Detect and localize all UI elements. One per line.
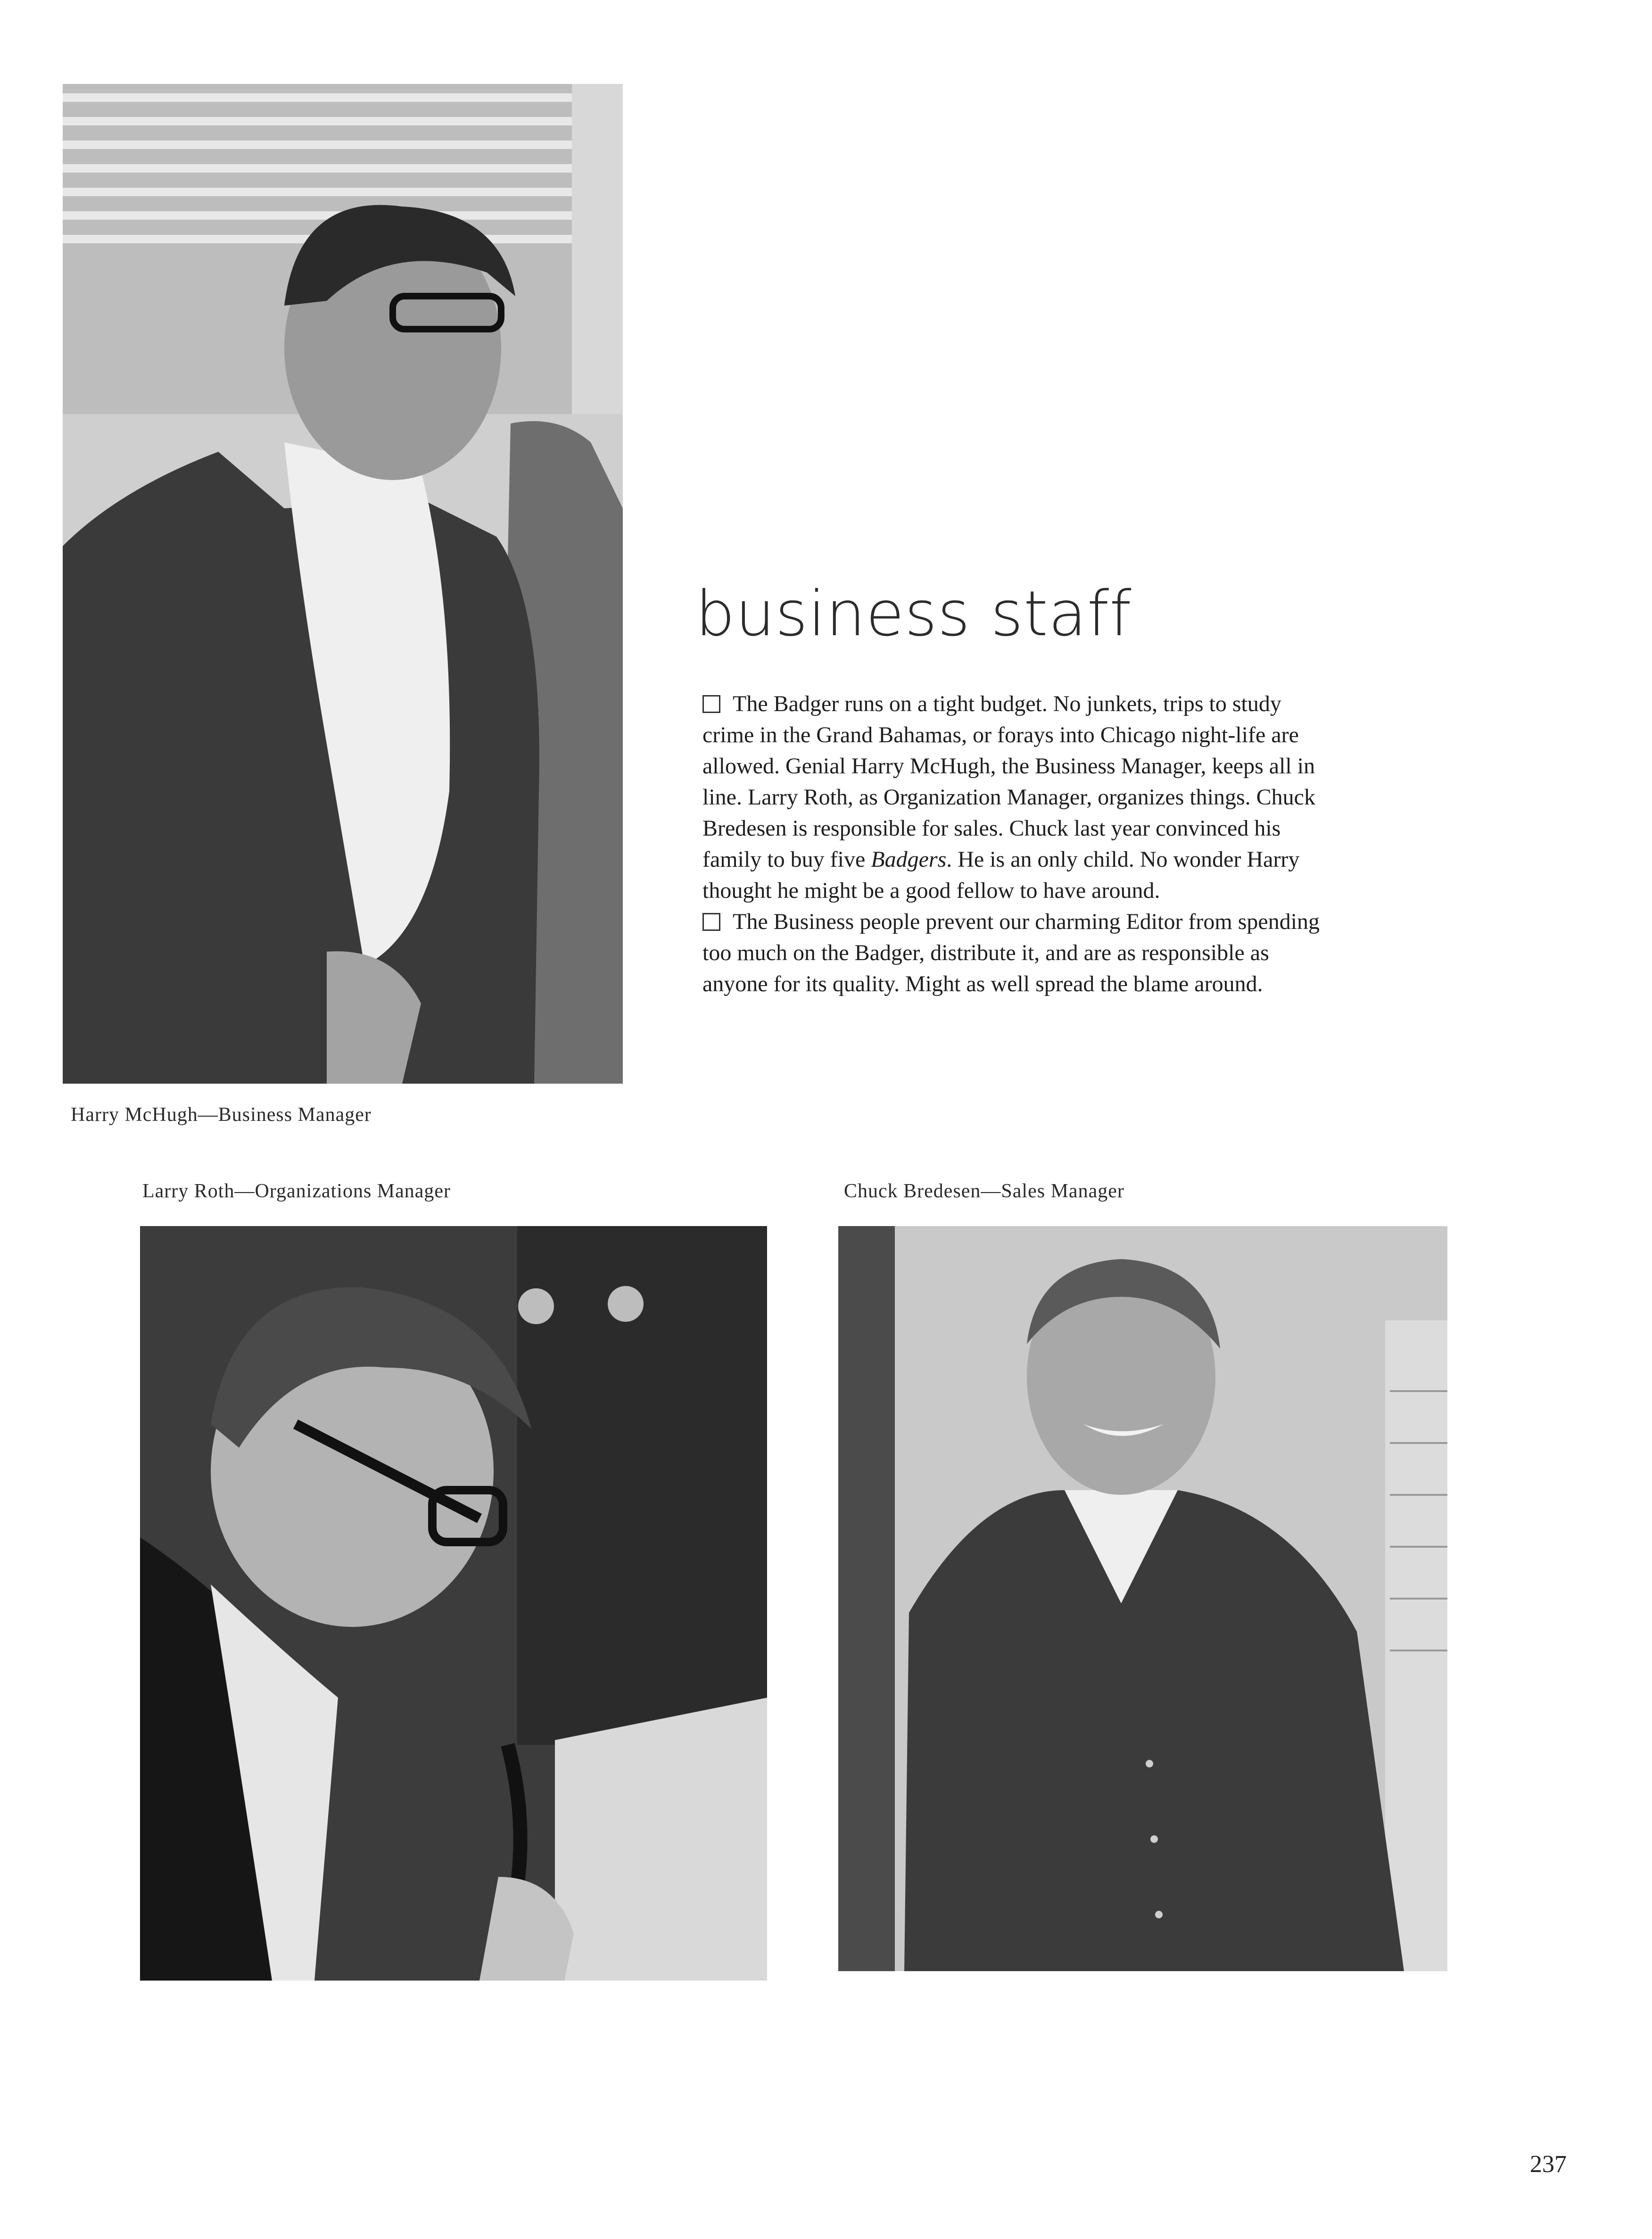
photo-harry-mchugh: [63, 84, 623, 1084]
page-title: business staff: [695, 578, 1132, 650]
article-body: [702, 688, 1325, 1000]
caption-harry: Harry McHugh—Business Manager: [71, 1104, 372, 1126]
photo-larry-roth: [140, 1226, 767, 1981]
caption-larry: Larry Roth—Organizations Manager: [142, 1180, 451, 1202]
paragraph-1: The Badger runs on a tight budget. No junkets, trips to study crime in the Grand Bahamas, or forays into Chicago night-life are allowed. Genial Harry McHugh, the Business Manager, keeps all in line. Larry Roth, as Organization Manager, organizes things. Chuck Bredesen is responsible for sales. Chuck last year convinced his family to buy five Badgers. He is an only child. No wonder Harry thought he might be a good fellow to have around.: [702, 691, 1315, 903]
paragraph-2: The Business people prevent our charming Editor from spending too much on the Badger, distribute it, and are as responsible as anyone for its quality. Might as well spread the blame around.: [702, 909, 1320, 996]
photo-chuck-bredesen: [838, 1226, 1447, 1971]
checkbox-bullet-icon: [702, 695, 720, 713]
checkbox-bullet-icon: [702, 913, 720, 931]
page-number: 237: [1530, 2151, 1567, 2178]
caption-chuck: Chuck Bredesen—Sales Manager: [844, 1180, 1124, 1202]
